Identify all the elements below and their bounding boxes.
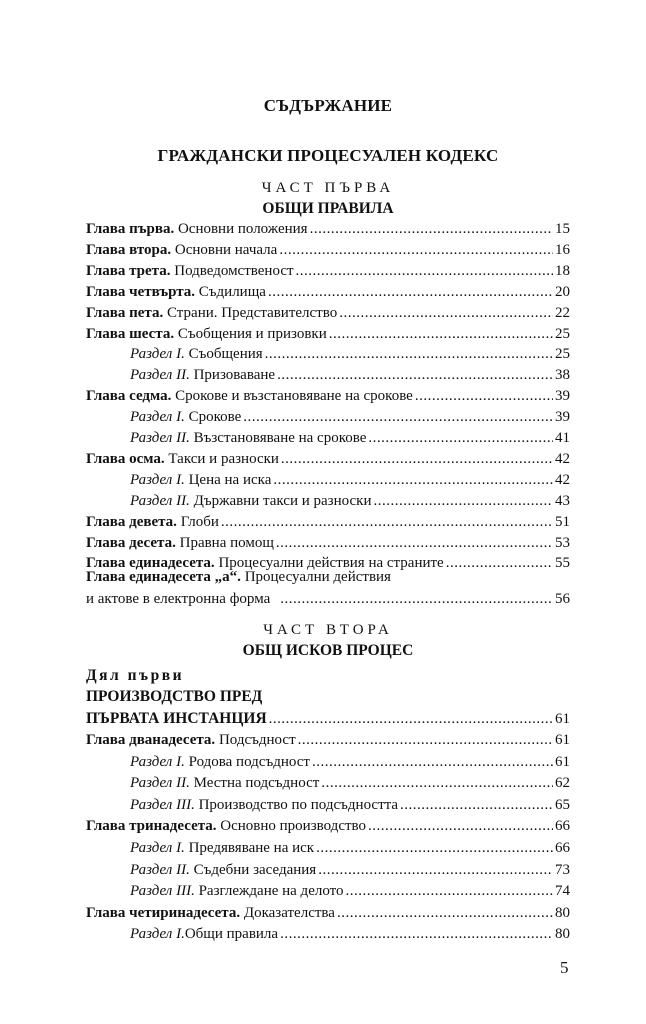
entry-chapter: Глава дванадесета. [86,732,216,748]
entry-page-number: 43 [555,492,570,509]
entry-page-number: 42 [555,450,570,467]
entry-chapter: Глава единадесета „а“. [86,569,241,585]
toc-entry-continued[interactable] [86,589,570,610]
entry-title: Предявяване на иск [184,840,315,856]
toc-entry[interactable] [86,449,570,470]
entry-page-number: 55 [555,555,570,572]
entry-title: Глоби [176,513,219,530]
dot-leader [265,344,553,365]
entry-page-number: 80 [555,904,570,921]
toc-entry[interactable] [86,730,570,751]
dot-leader [312,752,553,773]
toc-entry[interactable] [86,903,570,924]
toc-entry[interactable] [86,567,570,588]
dot-leader [373,491,553,512]
toc-subentry[interactable] [86,924,570,945]
entry-title: Такси и разноски [164,450,279,467]
entry-section: Раздел I. [130,753,185,770]
entry-title: Доказателства [240,904,335,921]
dot-leader [221,512,553,533]
part-one-title: ОБЩИ ПРАВИЛА [262,200,394,217]
dot-leader [277,365,553,386]
entry-title: Подсъдност [215,732,296,748]
entry-chapter: Глава единадесета. [86,555,215,572]
division-title-line1: ПРОИЗВОДСТВО ПРЕД [86,688,263,705]
entry-title: Местна подсъдност [189,775,320,792]
entry-chapter: Глава шеста. [86,325,175,342]
toc-entry[interactable] [86,282,570,303]
entry-title: Процесуални действия на страните [214,555,444,572]
toc-entry[interactable] [86,324,570,345]
toc-entry[interactable] [86,533,570,554]
entry-title: Съдилища [195,283,266,300]
entry-page-number: 66 [555,818,570,835]
dot-leader [269,709,553,730]
entry-section: Раздел I. [130,346,185,363]
entry-title: Основни положения [174,221,308,237]
dot-leader [321,773,553,794]
dot-leader [280,924,553,945]
entry-title: Правна помощ [175,534,274,551]
entry-title: Процесуални действия [240,569,391,585]
dot-leader [296,261,553,282]
entry-page-number: 41 [555,430,570,446]
entry-page-number: 20 [555,283,570,300]
dot-leader [279,240,553,261]
entry-title: Родова подсъдност [184,753,310,770]
dot-leader [337,903,553,924]
entry-page-number: 61 [555,753,570,770]
dot-leader [310,219,553,240]
entry-title: Цена на иска [184,471,272,488]
toc-subentry[interactable] [86,470,570,491]
dot-leader [281,449,553,470]
entry-title: и актове в електронна форма [86,591,271,607]
entry-chapter: Глава пета. [86,304,164,321]
dot-leader [243,407,553,428]
entry-chapter: Глава десета. [86,534,176,551]
entry-section: Раздел III. [130,883,195,900]
entry-page-number: 16 [555,241,570,258]
entry-title: Срокове и възстановяване на срокове [171,388,413,405]
toc-subentry[interactable] [86,752,570,773]
entry-page-number: 42 [555,471,570,488]
toc-subentry[interactable] [86,795,570,816]
toc-entry[interactable] [86,261,570,282]
toc-subentry[interactable] [86,773,570,794]
toc-entry[interactable] [86,512,570,533]
dot-leader [268,282,553,303]
dot-leader [273,470,553,491]
entry-title: Призоваване [189,367,276,384]
entry-title: Съдебни заседания [189,861,317,878]
entry-section: Раздел I. [130,471,185,488]
dot-leader [368,428,553,449]
entry-section: Раздел I. [130,840,185,856]
entry-page-number: 56 [555,591,570,607]
entry-section: Раздел I. [130,926,185,943]
entry-section: Раздел II. [130,367,190,384]
dot-leader [339,303,553,324]
toc-entry[interactable] [86,303,570,324]
toc-entry[interactable] [86,816,570,837]
division-label: Дял първи [86,667,185,684]
toc-subentry[interactable] [86,881,570,902]
dot-leader [298,730,553,751]
entry-chapter: Глава първа. [86,221,175,237]
toc-entry[interactable] [86,240,570,261]
entry-section: Раздел II. [130,861,190,878]
entry-chapter: Глава четиринадесета. [86,904,241,921]
entry-page-number: 25 [555,325,570,342]
toc-subentry[interactable] [86,838,570,859]
entry-page-number: 15 [555,221,570,237]
entry-chapter: Глава тринадесета. [86,818,217,835]
toc-subentry[interactable] [86,407,570,428]
dot-leader [280,589,553,610]
part-two-label: ЧАСТ ВТОРА [263,622,393,638]
entry-title: Основно производство [216,818,367,835]
entry-page-number: 74 [555,883,570,900]
entry-page-number: 51 [555,513,570,530]
entry-section: Раздел II. [130,775,190,792]
entry-title: Производство по подсъдността [194,796,399,813]
entry-section: Раздел II. [130,430,190,446]
dot-leader [415,386,553,407]
entry-page-number: 73 [555,861,570,878]
entry-chapter: Глава четвърта. [86,283,196,300]
entry-chapter: Глава седма. [86,388,172,405]
entry-title: Съобщения и призовки [174,325,327,342]
toc-subentry[interactable] [86,344,570,365]
entry-page-number: 61 [555,732,570,748]
code-title: ГРАЖДАНСКИ ПРОЦЕСУАЛЕН КОДЕКС [157,146,499,165]
entry-page-number: 25 [555,346,570,363]
entry-page-number: 53 [555,534,570,551]
toc-entry[interactable] [86,219,570,240]
part-one-label: ЧАСТ ПЪРВА [261,180,395,196]
entry-title: Възстановяване на срокове [189,430,367,446]
entry-page-number: 22 [555,304,570,321]
entry-title: Разглеждане на делото [194,883,344,900]
entry-chapter: Глава девета. [86,513,177,530]
dot-leader [368,816,553,837]
entry-title: Държавни такси и разноски [189,492,372,509]
entry-title: Срокове [184,409,242,426]
part-two-title: ОБЩ ИСКОВ ПРОЦЕС [242,642,414,659]
entry-chapter: Глава трета. [86,262,171,279]
dot-leader [400,795,553,816]
entry-chapter: Глава осма. [86,450,165,467]
entry-title: Основни начала [171,241,278,258]
entry-section: Раздел II. [130,492,190,509]
entry-page-number: 62 [555,775,570,792]
toc-subentry[interactable] [86,491,570,512]
entry-chapter: Глава втора. [86,241,172,258]
entry-page-number: 66 [555,840,570,856]
toc-entry-division[interactable] [86,708,570,729]
entry-title: Подведомственост [170,262,294,279]
entry-page-number: 39 [555,409,570,426]
contents-heading: СЪДЪРЖАНИЕ [263,96,393,115]
dot-leader [318,860,553,881]
toc-subentry[interactable] [86,860,570,881]
entry-page-number: 65 [555,796,570,813]
toc-subentry[interactable] [86,428,570,449]
division-title-line2: ПЪРВАТА ИНСТАНЦИЯ [86,710,267,727]
entry-page-number: 38 [555,367,570,384]
entry-title: Съобщения [184,346,263,363]
entry-page-number: 61 [555,711,570,727]
toc-entry[interactable] [86,386,570,407]
entry-page-number: 18 [555,262,570,279]
entry-page-number: 39 [555,388,570,405]
entry-title: Общи правила [184,926,279,943]
dot-leader [346,881,554,902]
entry-title: Страни. Представителство [163,304,338,321]
page-number: 5 [560,958,569,977]
toc-subentry[interactable] [86,365,570,386]
entry-page-number: 80 [555,926,570,943]
dot-leader [329,324,553,345]
entry-section: Раздел III. [130,796,195,813]
dot-leader [316,838,553,859]
dot-leader [276,533,553,554]
entry-section: Раздел I. [130,409,185,426]
